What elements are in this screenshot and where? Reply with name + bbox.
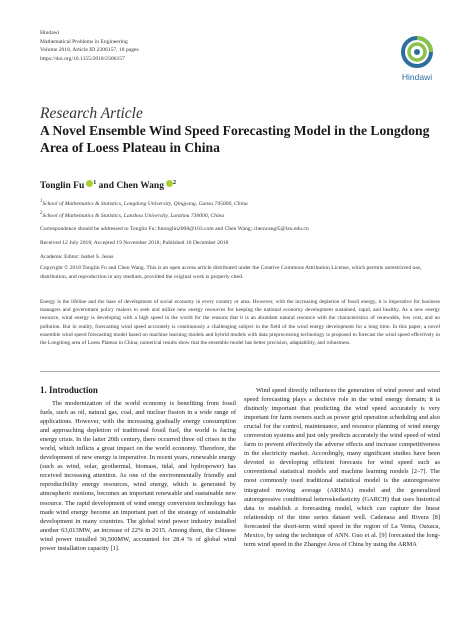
- correspondence: Correspondence should be addressed to Tonglin Fu; futonglin2008@163.com and Chen Wang; chenwangl5@lzu.edu.cn: [40, 226, 309, 232]
- affiliation-marker: 2: [40, 210, 43, 216]
- copyright-notice: Copyright © 2018 Tonglin Fu and Chen Wang. This is an open access article distributed under the Creative Commons Attribution License, which permits unrestricted use, distribution, and reproduction in any medium, provided the original work is properly cited.: [40, 265, 422, 280]
- affiliation-text: School of Mathematics & Statistics, Lanzhou University, Lanzhou 730000, China: [42, 212, 225, 219]
- hindawi-logo: [394, 34, 440, 84]
- orcid-icon[interactable]: [166, 180, 173, 187]
- author-line: [40, 180, 176, 191]
- body-column-right: [244, 386, 440, 549]
- academic-editor: Academic Editor: Isabel S. Jesus: [40, 254, 114, 260]
- affiliations: [40, 197, 248, 221]
- divider: [40, 371, 440, 372]
- author-name[interactable]: Chen Wang: [116, 181, 164, 192]
- affiliation-marker: 1: [40, 199, 43, 204]
- publisher-name: Hindawi: [40, 30, 60, 36]
- article-type: Research Article: [40, 105, 143, 122]
- affiliation: [40, 197, 248, 209]
- author-separator: and: [96, 181, 117, 192]
- paragraph: Wind speed directly influences the generation of wind power and wind speed forecasting plays a decisive role in the wind energy domain; it is distinctly important that predicting the wind speed accurately is very important for farm owners such as power grid operation scheduling and also crucial for the control, maintenance, and resource planning of wind energy conversion systems and just only predicts accurately the wind speed of wind farm to prevent effectively the adverse effects and increase competitiveness in the electricity market. Accordingly, many significant studies have been devoted to developing efficient forecasts for wind speed such as conventional statistical models and machine learning models [2–7]. The most commonly used traditional statistical model is the autoregressive integrated moving average (ARIMA) model and the generalized autoregressive conditional heteroskedasticity (GARCH) that uses historical data to establish a forecasting model, which can capture the linear relationship of the time series dataset well. Cadenasa and Rivera [8] forecasted the short-term wind speed in the region of La Venta, Oaxaca, Mexico, by using the technique of ANN. Guo et al. [9] forecasted the long-term wind speed in the Zhangye Area of China by using the ARMA: [244, 387, 440, 548]
- journal-name: Mathematical Problems in Engineering: [40, 38, 128, 45]
- section-heading: 1. Introduction: [40, 385, 98, 395]
- journal-meta: [40, 29, 139, 63]
- body-column-left: [40, 399, 236, 553]
- affiliation-text: School of Mathematics & Statistics, Longdong University, Qingyang, Gansu 745000, China: [42, 200, 248, 207]
- affiliation-marker: 2: [172, 180, 176, 186]
- abstract: Energy is the lifeline and the base of development of social economy in every country or area. However, with the increasing depletion of fossil energy, it is imperative for business managers and government policy makers to seek and utilize new energy resources for keeping the national economy development sustained, rapid, and healthy. As a new energy resource, wind energy is developing with a high speed in the world for the reasons that it is an abundant natural resource with the characteristics of renewable, low cost, and no pollution. But in reality, forecasting wind speed accurately is continuously a challenging subject in the field of the wind energy development for a long time. In this paper, a novel ensemble wind speed forecasting model based on machine learning models and hybrid models with data preprocessing technology is proposed to forecast the wind speed effectively in the Longdong area of Loess Plateau in China; numerical results show that the ensemble model has better precision, adaptability, and robustness.: [40, 299, 440, 347]
- hindawi-logo-icon: [394, 34, 440, 72]
- article-title: A Novel Ensemble Wind Speed Forecasting Model in the Longdong Area of Loess Plateau in China: [40, 123, 430, 155]
- affiliation: [40, 209, 248, 221]
- volume-info: Volume 2018, Article ID 2306157, 18 pages: [40, 47, 139, 54]
- logo-text: Hindawi: [401, 72, 433, 82]
- paragraph: The modernization of the world economy is benefiting from fossil fuels, such as oil, natural gas, coal, and nuclear fission in a wide range of applications. However, with the increasing gradually energy consumption and approaching depletion of traditional fossil fuel, the world is facing energy crisis. In the latter 20th century, there occurred three oil crises in the world, which inflicts a great impact on the world economy. Therefore, the development of new energy is imperative. In recent years, renewable energy (such as wind, solar, geothermal, biomass, tidal, and hydropower) has received increasing attention. As one of the environmentally friendly and reproducibility energy resources, wind energy, which is generated by atmospheric motions, becomes an important renewable and sustainable new resource. The rapid development of wind energy conversion technology has made wind energy become an important part of the strategy of sustainable development in many countries. The global wind power industry installed another 63,013MW, an increase of 22% in 2015. Among them, the Chinese wind power installed 30,500MW, accounted for 28.4 % of global wind power installation capacity [1].: [40, 400, 236, 552]
- publication-dates: Received 12 July 2018; Accepted 19 November 2018; Published 10 December 2018: [40, 240, 229, 246]
- affiliation-marker: 1: [93, 180, 97, 186]
- doi-link[interactable]: https://doi.org/10.1155/2018/2306157: [40, 55, 125, 62]
- author-name[interactable]: Tonglin Fu: [40, 181, 85, 192]
